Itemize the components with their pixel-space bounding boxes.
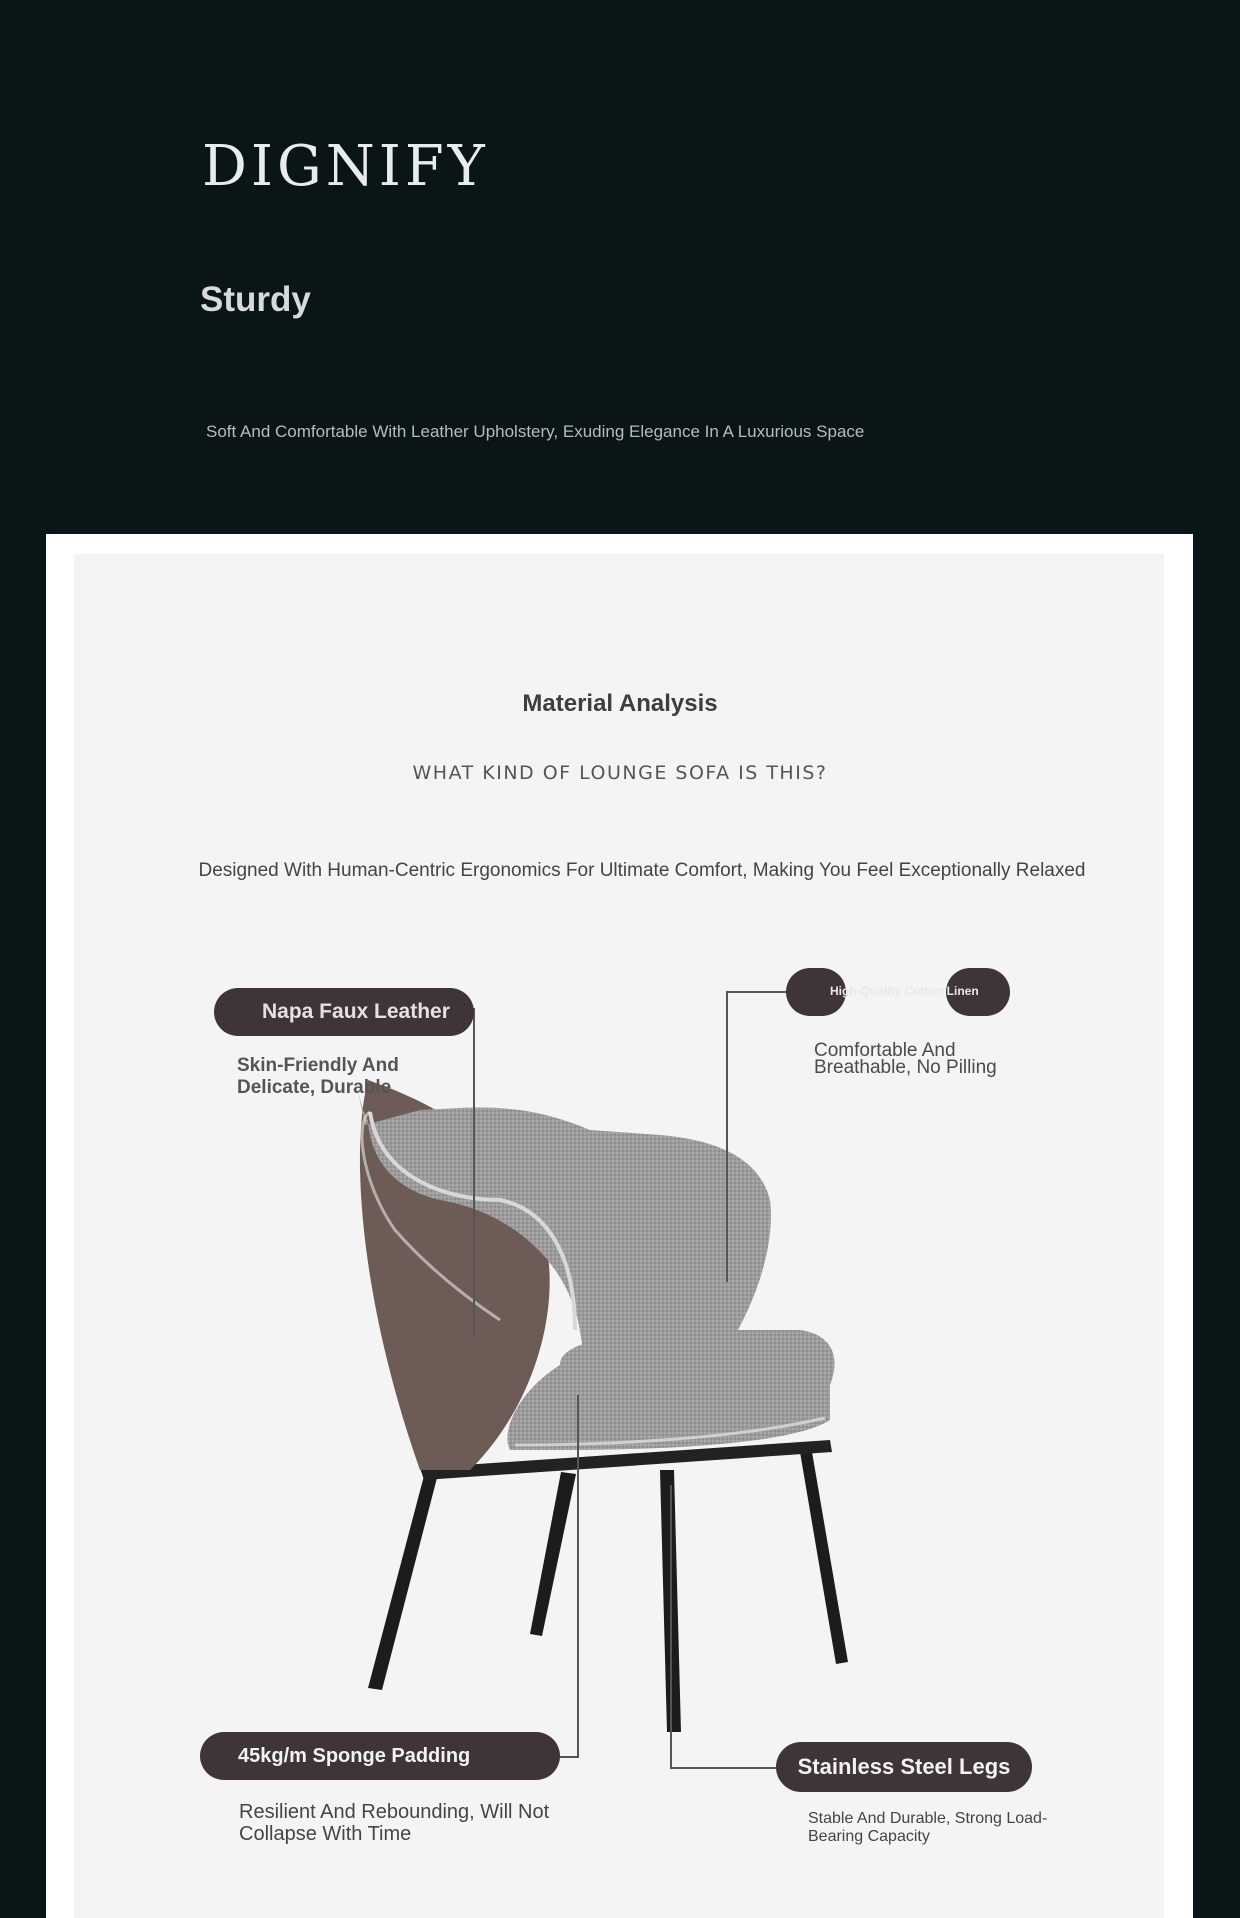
hero-subtitle: Soft And Comfortable With Leather Upholstery, Exuding Elegance In A Luxurious Space [206, 422, 865, 441]
fabric-seat [507, 1330, 834, 1450]
section-title: Material Analysis [522, 690, 718, 717]
brand-logo: DIGNIFY [202, 134, 489, 199]
callout-steel-label: Stainless Steel Legs [797, 1754, 1011, 1779]
callout-sponge-label: 45kg/m Sponge Padding [238, 1744, 471, 1767]
callout-leather-badge [214, 988, 474, 1036]
chair-legs [368, 1440, 848, 1732]
callout-linen-note: Comfortable And Breathable, No Pilling [814, 1040, 997, 1078]
callout-leather-note: Skin-Friendly And Delicate, Durable [237, 1055, 399, 1098]
callout-leather-label: Napa Faux Leather [262, 1000, 450, 1023]
callout-linen-label: High-Quality Cotton Linen [830, 984, 979, 998]
section-description: Designed With Human-Centric Ergonomics For Ultimate Comfort, Making You Feel Exceptionally Relaxed [198, 860, 1086, 881]
hero-tagline: Sturdy [200, 280, 311, 319]
callout-steel-badge [776, 1742, 1032, 1792]
section-subtitle: WHAT KIND OF LOUNGE SOFA IS THIS? [412, 762, 828, 784]
callout-sponge-note: Resilient And Rebounding, Will Not Collapse With Time [239, 1801, 550, 1845]
callout-sponge-badge [200, 1732, 560, 1780]
callout-steel-note: Stable And Durable, Strong Load-Bearing Capacity [808, 1810, 1048, 1845]
